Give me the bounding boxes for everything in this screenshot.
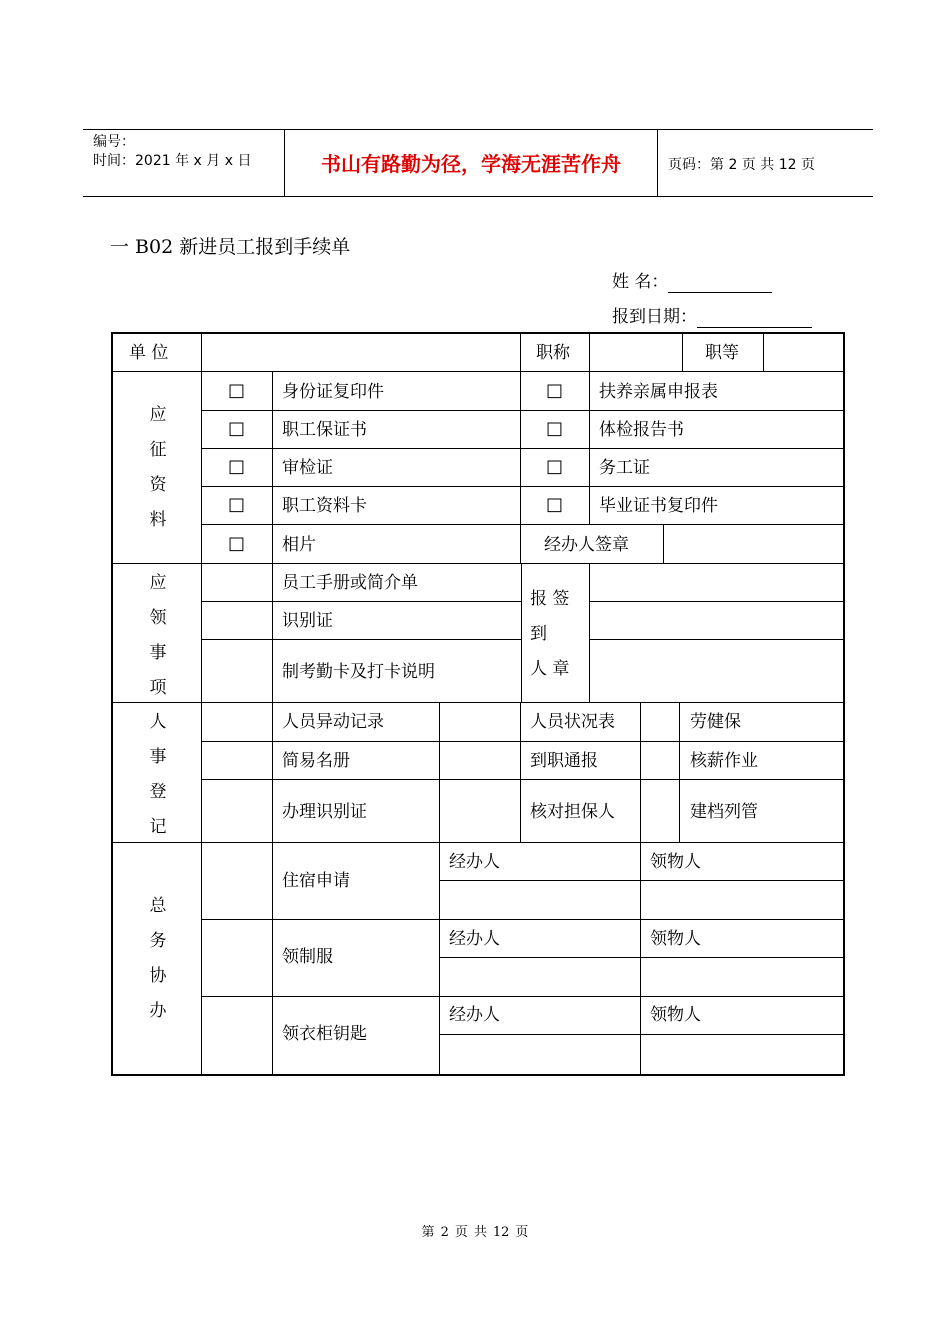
grid-line xyxy=(679,702,680,842)
page-footer xyxy=(0,1224,950,1242)
documents-heading: 应征资料 xyxy=(149,405,167,530)
document-title: 一 B02 新进员工报到手续单 xyxy=(110,236,351,258)
personnel-item: 办理识别证 xyxy=(282,802,367,822)
grid-line xyxy=(521,563,522,702)
grid-line xyxy=(520,702,521,842)
header-time: 时间：2021 年 x 月 x 日 xyxy=(93,153,252,169)
grid-line xyxy=(113,371,843,372)
grid-line xyxy=(640,702,641,842)
personnel-item: 核对担保人 xyxy=(530,802,615,822)
grid-line xyxy=(439,880,843,881)
receiver-label: 领物人 xyxy=(650,929,701,949)
grid-line xyxy=(272,563,273,702)
doc-item-left: 职工保证书 xyxy=(282,420,367,440)
sign-label-2: 到 xyxy=(530,624,547,644)
grid-line xyxy=(201,779,843,780)
header-divider-right xyxy=(657,129,658,197)
doc-item-right: 毕业证书复印件 xyxy=(599,496,718,516)
checkbox[interactable]: □ xyxy=(546,494,564,515)
grid-line xyxy=(682,334,683,371)
doc-item-right: 体检报告书 xyxy=(599,420,684,440)
grid-line xyxy=(113,702,843,703)
grid-line xyxy=(640,842,641,1074)
title-label: 职称 xyxy=(536,343,570,363)
checkbox[interactable]: □ xyxy=(546,456,564,477)
doc-item-right: 扶养亲属申报表 xyxy=(599,382,718,402)
grid-line xyxy=(201,334,202,1074)
header-motto: 书山有路勤为径，学海无涯苦作舟 xyxy=(321,152,621,176)
grid-line xyxy=(201,639,521,640)
grid-line xyxy=(663,524,664,563)
grid-line xyxy=(589,601,843,602)
receiver-label: 领物人 xyxy=(650,852,701,872)
name-field xyxy=(612,271,772,293)
grid-line xyxy=(201,410,843,411)
checkbox[interactable]: □ xyxy=(228,494,246,515)
personnel-item: 建档列管 xyxy=(690,802,758,822)
grid-line xyxy=(439,702,440,1074)
grid-line xyxy=(201,919,843,920)
grid-line xyxy=(520,371,521,563)
grid-line xyxy=(201,486,843,487)
grid-line xyxy=(113,563,843,564)
receive-item: 制考勤卡及打卡说明 xyxy=(282,662,435,682)
receive-heading: 应领事项 xyxy=(149,573,167,698)
grid-line xyxy=(763,334,764,371)
grid-line xyxy=(201,448,843,449)
header-top-rule xyxy=(83,129,873,130)
grid-line xyxy=(272,371,273,563)
unit-label: 单 位 xyxy=(129,343,169,363)
grid-line xyxy=(113,842,843,843)
name-input-line[interactable] xyxy=(668,274,772,293)
name-label: 姓 名： xyxy=(612,272,669,292)
grade-label: 职等 xyxy=(705,343,739,363)
grid-line xyxy=(589,639,843,640)
receiver-label: 领物人 xyxy=(650,1005,701,1025)
grid-line xyxy=(589,371,590,524)
form-table xyxy=(111,332,845,1076)
general-item: 住宿申请 xyxy=(282,871,350,891)
checkbox[interactable]: □ xyxy=(228,533,246,554)
checkbox[interactable]: □ xyxy=(546,380,564,401)
footer-page-number: 2 xyxy=(440,1225,449,1240)
header-number: 编号： xyxy=(93,134,135,150)
receive-item: 识别证 xyxy=(282,611,333,631)
personnel-item: 核薪作业 xyxy=(690,751,758,771)
grid-line xyxy=(201,996,843,997)
grid-line xyxy=(201,524,843,525)
handler-label: 经办人 xyxy=(449,929,500,949)
checkbox[interactable]: □ xyxy=(228,456,246,477)
general-heading: 总务协办 xyxy=(149,896,167,1021)
general-item: 领衣柜钥匙 xyxy=(282,1024,367,1044)
grid-line xyxy=(201,601,521,602)
general-item: 领制服 xyxy=(282,947,333,967)
grid-line xyxy=(589,334,590,371)
date-field xyxy=(612,306,812,328)
grid-line xyxy=(201,741,843,742)
personnel-item: 简易名册 xyxy=(282,751,350,771)
footer-ye: 页 xyxy=(454,1225,468,1240)
receive-item: 员工手册或简介单 xyxy=(282,573,418,593)
header-bottom-rule xyxy=(83,196,873,197)
grid-line xyxy=(520,334,521,371)
footer-di: 第 xyxy=(421,1225,435,1240)
footer-gong: 共 xyxy=(473,1225,487,1240)
checkbox[interactable]: □ xyxy=(228,418,246,439)
sign-label-3: 人 章 xyxy=(530,659,570,679)
date-input-line[interactable] xyxy=(697,309,812,328)
grid-line xyxy=(589,563,590,702)
date-label: 报到日期： xyxy=(612,307,697,327)
grid-line xyxy=(272,702,273,1074)
personnel-item: 到职通报 xyxy=(530,751,598,771)
footer-ye2: 页 xyxy=(515,1225,529,1240)
doc-item-left: 职工资料卡 xyxy=(282,496,367,516)
handler-label: 经办人 xyxy=(449,852,500,872)
doc-item-left: 审检证 xyxy=(282,458,333,478)
checkbox[interactable]: □ xyxy=(546,418,564,439)
grid-line xyxy=(439,1034,843,1035)
doc-item-left: 相片 xyxy=(282,535,316,555)
doc-item-left: 身份证复印件 xyxy=(282,382,384,402)
personnel-item: 劳健保 xyxy=(690,712,741,732)
sign-label-1: 报 签 xyxy=(530,589,570,609)
personnel-item: 人员状况表 xyxy=(530,712,615,732)
doc-item-right: 务工证 xyxy=(599,458,650,478)
header-page: 页码：第 2 页 共 12 页 xyxy=(668,157,815,173)
handler-label: 经办人 xyxy=(449,1005,500,1025)
footer-total-pages: 12 xyxy=(492,1225,510,1240)
personnel-heading: 人事登记 xyxy=(149,712,167,837)
personnel-item: 人员异动记录 xyxy=(282,712,384,732)
checkbox[interactable]: □ xyxy=(228,380,246,401)
grid-line xyxy=(439,957,843,958)
handler-sign-label: 经办人签章 xyxy=(544,535,629,555)
